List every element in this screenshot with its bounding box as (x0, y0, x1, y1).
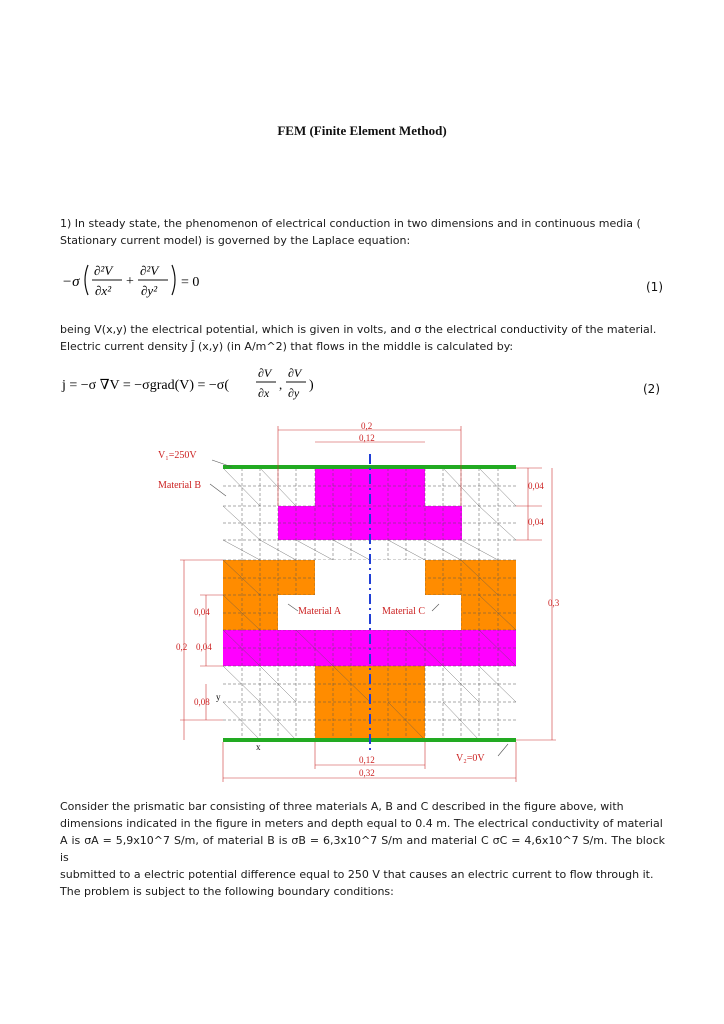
dim-bottom-012: 0,12 (359, 755, 375, 765)
dim-left-02: 0,2 (176, 642, 188, 652)
intro-line-1: 1) In steady state, the phenomenon of electrical conduction in two dimensions and in continuous media ( (60, 217, 641, 230)
equation-1-number: (1) (646, 280, 663, 294)
fem-figure (150, 420, 590, 790)
dim-top-02: 0,2 (361, 421, 373, 431)
eq2-den1: ∂x (258, 386, 270, 400)
dim-right-004a: 0,04 (528, 481, 544, 491)
eq1-num2: ∂²V (140, 263, 159, 278)
closing-line-4: submitted to a electric potential difference equal to 250 V that causes an electric current to flow through it. (60, 868, 654, 881)
eq1-lhs: −σ (62, 274, 80, 290)
eq2-sep: , (279, 377, 283, 392)
equation-2 (60, 362, 320, 406)
equation-2-number: (2) (643, 382, 660, 396)
description-paragraph (60, 321, 665, 355)
eq2-text: j = −σ ∇V = −σgrad(V) = −σ( (62, 378, 230, 393)
v1-label: V₁=250V (158, 450, 197, 461)
dim-bottom-032: 0,32 (359, 768, 375, 778)
dim-left-008: 0,08 (194, 697, 210, 707)
material-c-label: Material C (382, 606, 426, 617)
eq1-den1: ∂x² (95, 283, 112, 298)
material-a-left-notch (278, 560, 315, 595)
eq2-num2: ∂V (288, 366, 302, 380)
dim-right-03: 0,3 (548, 598, 560, 608)
axis-y-label: y (216, 692, 221, 702)
closing-line-3: A is σA = 5,9x10^7 S/m, of material B is σB = 6,3x10^7 S/m and material C σC = 4,6x10^7 S/m. The block is (60, 834, 665, 864)
eq2-den2: ∂y (288, 386, 300, 400)
intro-paragraph (60, 215, 665, 249)
closing-paragraph (60, 798, 665, 900)
intro-line-2: Stationary current model) is governed by the Laplace equation: (60, 234, 411, 247)
axis-x-label: x (256, 742, 261, 752)
eq1-rhs: = 0 (181, 275, 200, 290)
description-line-2: Electric current density J̄ (x,y) (in A/m^2) that flows in the middle is calculated by: (60, 340, 514, 353)
v2-label: V₂=0V (456, 753, 485, 764)
material-a-label: Material A (298, 606, 342, 617)
equation-1 (60, 255, 240, 305)
eq1-num1: ∂²V (94, 263, 113, 278)
eq1-den2: ∂y² (141, 283, 158, 298)
closing-line-5: The problem is subject to the following boundary conditions: (60, 885, 394, 898)
dim-right-004b: 0,04 (528, 517, 544, 527)
eq2-close: ) (309, 378, 314, 393)
closing-line-2: dimensions indicated in the figure in meters and depth equal to 0.4 m. The electrical conductivity of material (60, 817, 663, 830)
dim-left-004a: 0,04 (194, 607, 210, 617)
eq2-num1: ∂V (258, 366, 272, 380)
dim-top-012: 0,12 (359, 433, 375, 443)
dim-left-004b: 0,04 (196, 642, 212, 652)
eq1-plus: + (126, 274, 134, 289)
material-b-label: Material B (158, 480, 202, 491)
document-title: FEM (Finite Element Method) (277, 123, 447, 138)
description-line-1: being V(x,y) the electrical potential, which is given in volts, and σ the electrical conductivity of the material. (60, 323, 657, 336)
closing-line-1: Consider the prismatic bar consisting of three materials A, B and C described in the figure above, with (60, 800, 624, 813)
